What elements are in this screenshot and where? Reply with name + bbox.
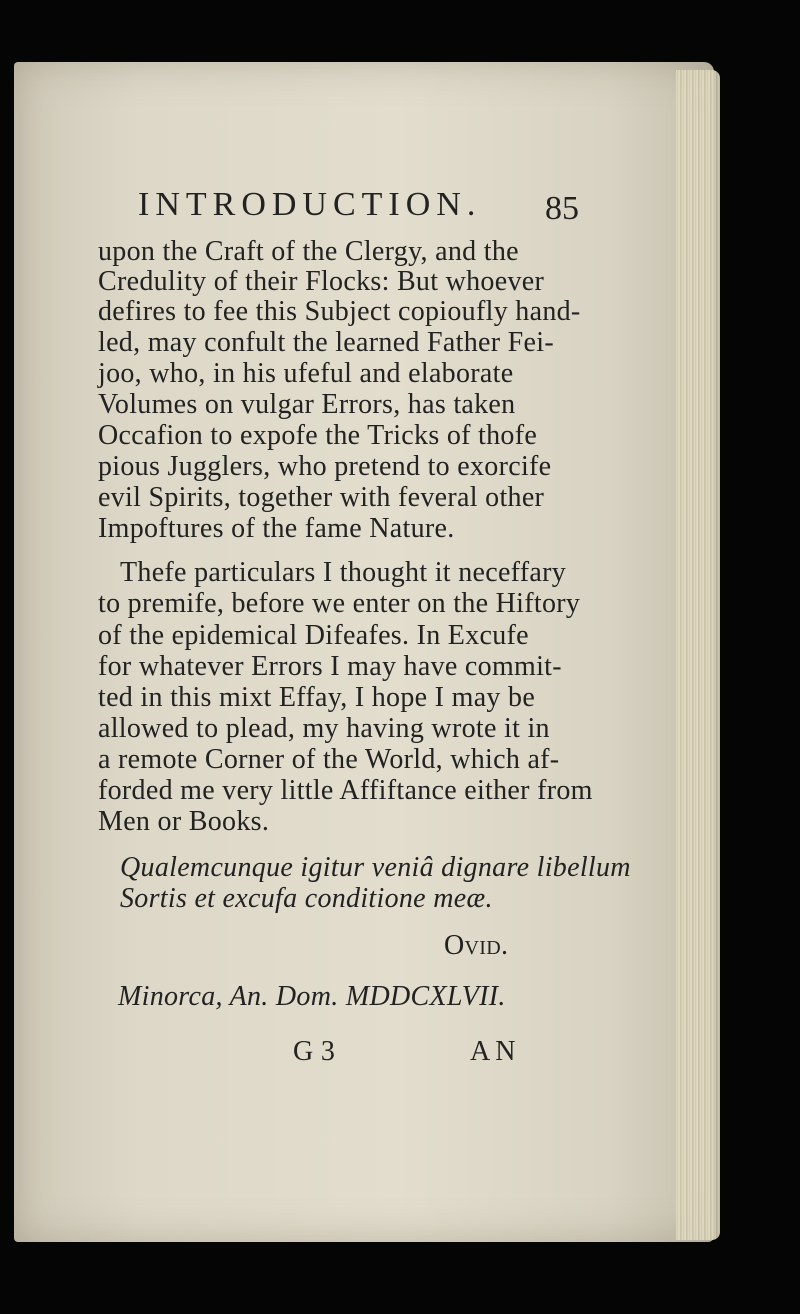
page-number: 85: [545, 190, 579, 227]
running-head: INTRODUCTION.: [138, 186, 482, 223]
quote-line: Qualemcunque igitur veniâ dignare libellum: [120, 852, 631, 883]
text-line: pious Jugglers, who pretend to exorcife: [98, 451, 552, 482]
quote-line: Sortis et excufa conditione meæ.: [120, 883, 493, 914]
catchword: AN: [470, 1036, 521, 1067]
text-line: Men or Books.: [98, 806, 270, 837]
text-line: Credulity of their Flocks: But whoever: [98, 266, 545, 297]
dateline: Minorca, An. Dom. MDDCXLVII.: [118, 981, 506, 1012]
text-line: Impoftures of the fame Nature.: [98, 513, 455, 544]
text-line: defires to fee this Subject copioufly hand-: [98, 296, 581, 327]
text-line: ted in this mixt Effay, I hope I may be: [98, 682, 536, 713]
text-line: joo, who, in his ufeful and elaborate: [98, 358, 514, 389]
text-line: Thefe particulars I thought it neceffary: [120, 557, 567, 588]
text-line: led, may confult the learned Father Fei-: [98, 327, 554, 358]
quote-attribution: Ovid.: [444, 930, 509, 961]
text-line: upon the Craft of the Clergy, and the: [98, 236, 519, 267]
text-line: a remote Corner of the World, which af-: [98, 744, 560, 775]
text-line: of the epidemical Difeafes. In Excufe: [98, 620, 529, 651]
text-line: evil Spirits, together with feveral other: [98, 482, 545, 513]
page-stack-edge: [676, 70, 720, 1240]
signature-mark: G 3: [293, 1036, 336, 1067]
text-line: to premife, before we enter on the Hiftory: [98, 588, 581, 619]
text-line: forded me very little Affiftance either from: [98, 775, 593, 806]
text-line: allowed to plead, my having wrote it in: [98, 713, 550, 744]
text-line: Volumes on vulgar Errors, has taken: [98, 389, 516, 420]
text-line: Occafion to expofe the Tricks of thofe: [98, 420, 538, 451]
text-line: for whatever Errors I may have commit-: [98, 651, 562, 682]
